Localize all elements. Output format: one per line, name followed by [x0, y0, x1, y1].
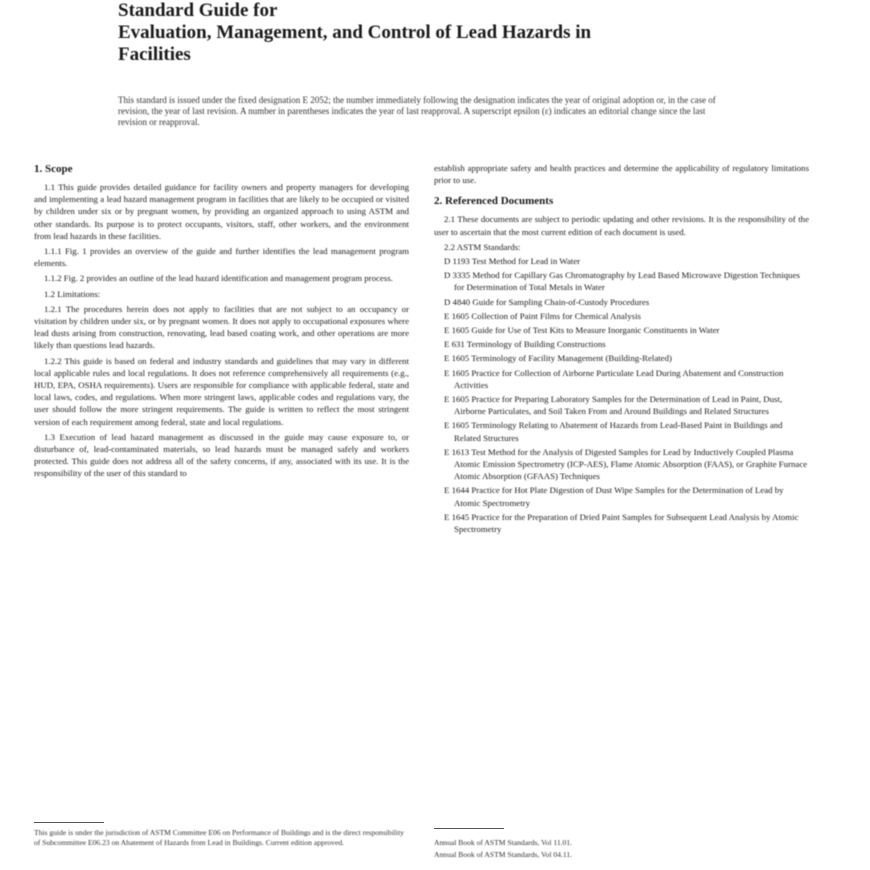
title-line-2: Evaluation, Management, and Control of Lead Hazards in [118, 22, 592, 43]
reference-item: E 1605 Guide for Use of Test Kits to Measure Inorganic Constituents in Water [444, 325, 720, 336]
section-heading-referenced-documents: 2. Referenced Documents [434, 195, 554, 208]
reference-item: D 4840 Guide for Sampling Chain-of-Custody Procedures [444, 296, 650, 307]
paragraph: 1.1.1 Fig. 1 provides an overview of the guide and further identifies the lead management program elements. [34, 246, 409, 269]
footnote-left: This guide is under the jurisdiction of ASTM Committee E06 on Performance of Buildings and is the direct responsibility of Subcommittee E06.23 on Abatement of Hazards from Lead in Buildings. Current edition approved. [34, 828, 404, 847]
reference-item: E 1605 Collection of Paint Films for Chemical Analysis [444, 310, 641, 321]
paragraph: 1.2 Limitations: [44, 288, 101, 299]
reference-list [434, 241, 809, 535]
reference-item: E 1644 Practice for Hot Plate Digestion of Dust Wipe Samples for the Determination of Lead by Atomic Spectrometry [444, 485, 784, 508]
paragraph: 1.1 This guide provides detailed guidance for facility owners and property managers for developing and implementing a lead hazard management program in facilities that are likely to be occupied or visited by children under six or by pregnant women, by providing an organized approach to using ASTM and other standards. Its purpose is to protect occupants, visitors, staff, other workers, and the environment from lead hazards in these facilities. [34, 182, 409, 241]
footnote-divider-left [34, 822, 104, 823]
paragraph: 1.2.1 The procedures herein does not apply to facilities that are not subject to an occupancy or visitation by children under six, or by pregnant women. It does not apply to occupational exposures where lead dusts arising from construction, renovating, lead based coating work, and other operations are more likely than questions lead hazards. [34, 303, 409, 351]
left-column [34, 162, 409, 483]
reference-item: E 1613 Test Method for the Analysis of Digested Samples for Lead by Inductively Coupled Plasma Atomic Emission Spectrometry (ICP-AES), Flame Atomic Absorption (FAAS), or Graphite Furnace Atomic Absorption (GFAAS) Techniques [444, 446, 808, 482]
section-heading-scope: 1. Scope [34, 163, 73, 175]
title-line-1: Standard Guide for [118, 0, 278, 21]
designation-note: This standard is issued under the fixed designation E 2052; the number immediately following the designation indicates the year of original adoption or, in the case of revision, the year of last revision. A number in parentheses indicates the year of last reapproval. A superscript epsilon (ε) indicates an editorial change since the last revision or reapproval. [118, 95, 716, 127]
reference-item: D 1193 Test Method for Lead in Water [444, 256, 581, 267]
paragraph: 1.3 Execution of lead hazard management as discussed in the guide may cause exposure to, or disturbance of, lead-contaminated materials, so lead hazards must be managed safely and workers protected. This guide does not address all of the safety concerns, if any, associated with its use. It is the responsibility of the user of this standard to [34, 431, 409, 479]
footnote-right-2: Annual Book of ASTM Standards, Vol 04.11. [434, 850, 573, 859]
reference-item: E 1645 Practice for the Preparation of Dried Paint Samples for Subsequent Lead Analysis by Atomic Spectrometry [444, 511, 799, 535]
title-line-3: Facilities [118, 44, 191, 65]
reference-item: E 1605 Practice for Preparing Laboratory Samples for the Determination of Lead in Paint, Dust, Airborne Particulates, and Soil Taken From and Around Buildings and Related Structures [444, 394, 783, 417]
right-column [434, 162, 809, 537]
reference-item: D 3335 Method for Capillary Gas Chromatography by Lead Based Microwave Digestion Techniques for Determination of Total Metals in Water [444, 270, 800, 293]
paragraph-continuation: establish appropriate safety and health practices and determine the applicability of regulatory limitations prior to use. [434, 163, 809, 186]
document-header [118, 0, 758, 66]
paragraph: 1.1.2 Fig. 2 provides an outline of the lead hazard identification and management program process. [44, 273, 393, 284]
reference-item: E 1605 Terminology of Facility Management (Building-Related) [444, 353, 672, 364]
footnote-divider-right [434, 828, 504, 829]
reference-item: E 631 Terminology of Building Constructions [444, 339, 606, 350]
reference-item: E 1605 Terminology Relating to Abatement of Hazards from Lead-Based Paint in Buildings and Related Structures [444, 420, 783, 443]
paragraph: 1.2.2 This guide is based on federal and industry standards and guidelines that may vary in different local applicable rules and local regulations. It does not reference comprehensively all requirements (e.g., HUD, EPA, OSHA requirements). Users are responsible for compliance with applicable federal, state and local laws, codes, and regulations. When more stringent laws, applicable codes and regulations vary, the user should follow the more stringent requirements. The guide is written to reflect the most stringent version of each requirement among federal, state and local regulations. [34, 355, 409, 427]
footnote-right-1: Annual Book of ASTM Standards, Vol 11.01. [434, 838, 573, 847]
reference-item: 2.2 ASTM Standards: [444, 241, 521, 252]
paragraph: 2.1 These documents are subject to periodic updating and other revisions. It is the responsibility of the user to ascertain that the most current edition of each document is used. [434, 214, 809, 237]
reference-item: E 1605 Practice for Collection of Airborne Particulate Lead During Abatement and Construction Activities [444, 367, 784, 390]
